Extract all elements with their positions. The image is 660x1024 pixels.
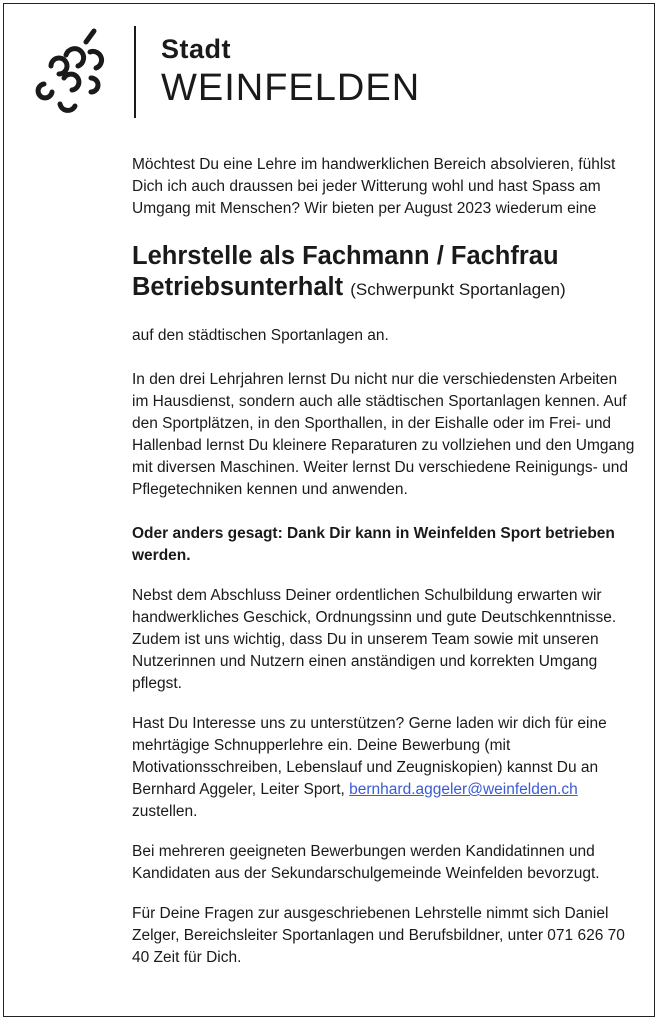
stadt-weinfelden-grape-logo-icon [34, 28, 116, 114]
job-ad-frame [3, 3, 655, 1017]
preference-paragraph: Bei mehreren geeigneten Bewerbungen werden Kandidatinnen und Kandidaten aus der Sekundarschulgemeinde Weinfelden bevorzugt. [132, 843, 600, 882]
headline [132, 241, 637, 305]
training-paragraph: In den drei Lehrjahren lernst Du nicht nur die verschiedensten Arbeiten im Hausdienst, sondern auch alle städtischen Sportanlagen kennen. Auf den Sportplätzen, in den Sporthallen, in der Eishalle oder im Frei- und Hallenbad lernst Du kleinere Reparaturen zu vollziehen und den Umgang mit diversen Maschinen. Weiter lernst Du verschiedene Reinigungs- und Pflegetechniken kennen und anwenden. [132, 371, 635, 498]
intro-paragraph: Möchtest Du eine Lehre im handwerklichen Bereich absolvieren, fühlst Dich ich auch draussen bei jeder Witterung wohl und hast Spass am Umgang mit Menschen? Wir bieten per August 2023 wiederum eine [132, 156, 616, 217]
apply-text-end: zustellen. [132, 803, 198, 820]
headline-line2: Betriebsunterhalt [132, 273, 344, 301]
questions-paragraph: Für Deine Fragen zur ausgeschriebenen Lehrstelle nimmt sich Daniel Zelger, Bereichsleiter Sportanlagen und Berufsbildner, unter 071 626 70 40 Zeit für Dich. [132, 905, 625, 966]
contact-email-link[interactable]: bernhard.aggeler@weinfelden.ch [349, 781, 578, 798]
headline-line1: Lehrstelle als Fachmann / Fachfrau [132, 242, 559, 270]
apply-paragraph [132, 713, 637, 823]
wordmark-bottom: WEINFELDEN [161, 67, 421, 109]
logo-divider [134, 26, 136, 118]
header [34, 26, 454, 126]
headline-line2-wrap [132, 272, 637, 305]
requirements-paragraph: Nebst dem Abschluss Deiner ordentlichen Schulbildung erwarten wir handwerkliches Geschick, Ordnungssinn und gute Deutschkenntnisse. Zudem ist uns wichtig, dass Du in unserem Team sowie mit unseren Nutzerinnen und Nutzern einen anständigen und korrekten Umgang pflegst. [132, 587, 617, 692]
wordmark [161, 32, 420, 110]
tagline: Oder anders gesagt: Dank Dir kann in Weinfelden Sport betrieben werden. [132, 525, 615, 564]
wordmark-top: Stadt [161, 34, 231, 64]
headline-focus: (Schwerpunkt Sportanlagen) [350, 280, 566, 299]
location-line: auf den städtischen Sportanlagen an. [132, 327, 389, 344]
ad-content [132, 154, 637, 969]
apply-text: Hast Du Interesse uns zu unterstützen? Gerne laden wir dich für eine mehrtägige Schnupperlehre ein. Deine Bewerbung (mit Motivationsschreiben, Lebenslauf und Zeugniskopien) kannst Du an Bernhard Aggeler, Leiter Sport, [132, 715, 607, 798]
